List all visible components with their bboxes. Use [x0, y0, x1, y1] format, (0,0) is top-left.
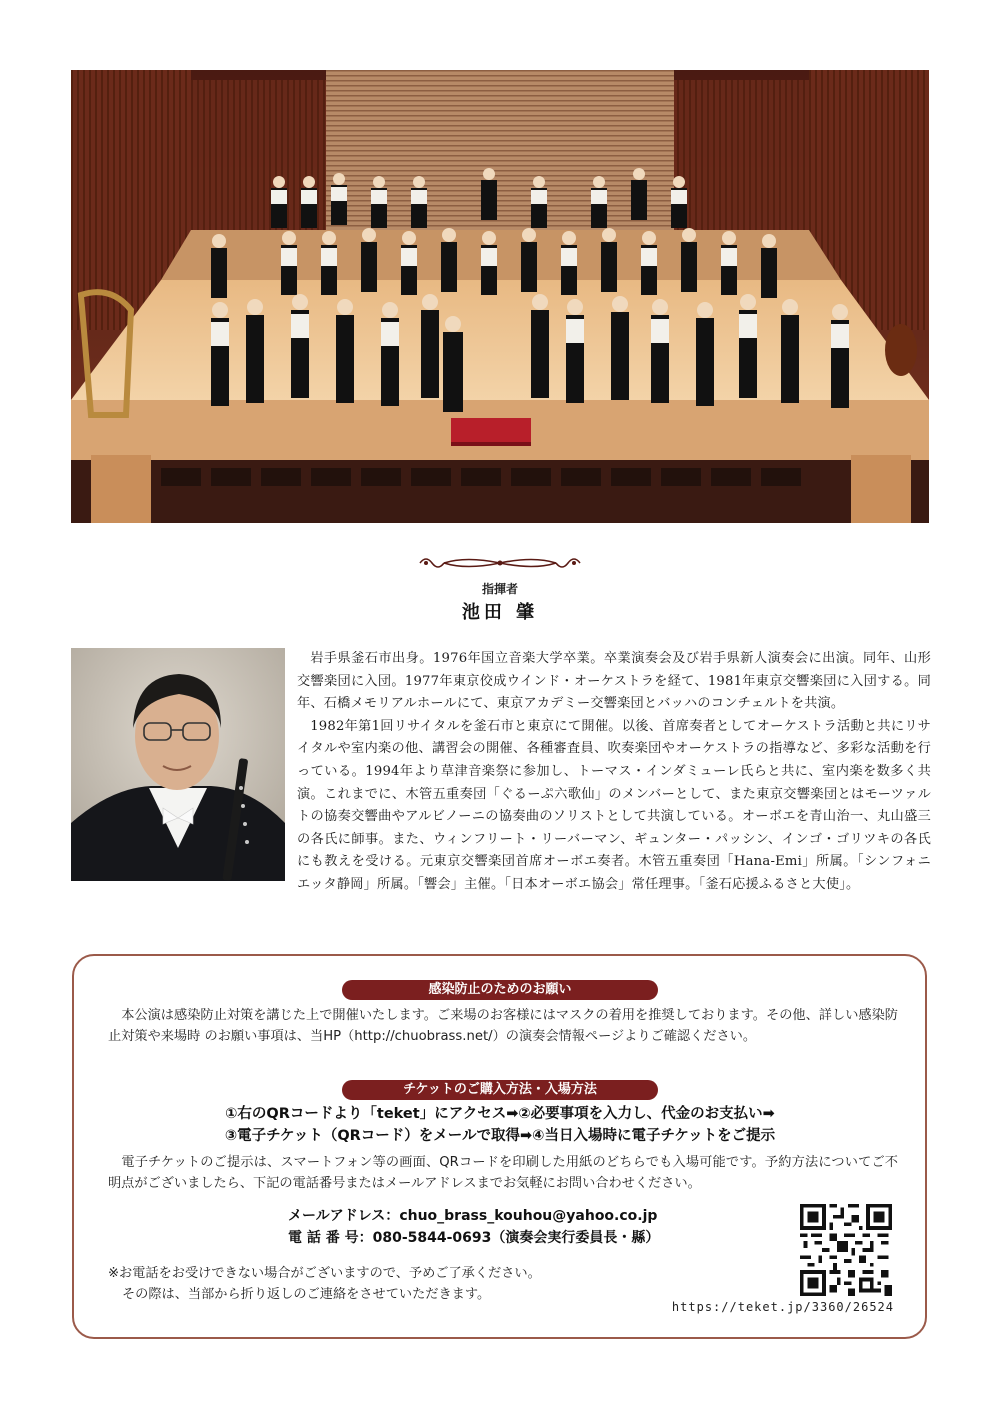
- ticket-heading: チケットのご購入方法・入場方法: [342, 1080, 658, 1100]
- ticket-steps-line-1: ①右のQRコードより「teket」にアクセス➡②必要事項を入力し、代金のお支払い➡: [225, 1106, 775, 1122]
- qr-code-icon[interactable]: [800, 1204, 892, 1296]
- ticket-text: [108, 1153, 898, 1194]
- email-row: [288, 1206, 657, 1227]
- conductor-biography: [71, 648, 931, 897]
- phone-row: [288, 1228, 659, 1249]
- phone-number[interactable]: 080-5844-0693（演奏会実行委員長・縣）: [372, 1230, 660, 1246]
- bio-paragraph-1: 岩手県釜石市出身。1976年国立音楽大学卒業。卒業演奏会及び岩手県新人演奏会に出演。同年、山形交響楽団に入団。1977年東京佼成ウインド・オーケストラを経て、1981年東京交響楽団に入団する。同年、石橋メモリアルホールにて、東京アカデミー交響楽団とバッハのコンチェルトを共演。: [297, 651, 931, 712]
- ticket-text-body: 電子チケットのご提示は、スマートフォン等の画面、QRコードを印刷した用紙のどちらでも入場可能です。予約方法についてご不明点がございましたら、下記の電話番号またはメールアドレスまでお気軽にお問い合わせください。: [108, 1155, 898, 1191]
- ticket-steps-line-2: ③電子チケット（QRコード）をメールで取得➡④当日入場時に電子チケットをご提示: [224, 1128, 776, 1144]
- email-address[interactable]: chuo_brass_kouhou@yahoo.co.jp: [399, 1208, 658, 1224]
- email-label: メールアドレス：: [288, 1208, 400, 1224]
- phone-label: 電 話 番 号：: [288, 1230, 373, 1246]
- qr-url[interactable]: https://teket.jp/3360/26524: [671, 1300, 894, 1314]
- conductor-name: 池田 肇: [461, 602, 539, 623]
- infection-text: [108, 1006, 898, 1047]
- phone-note-line-2: その際は、当部から折り返しのご連絡をさせていただきます。: [122, 1287, 491, 1302]
- ornament-divider: [416, 552, 584, 574]
- phone-note-line-1: ※お電話をお受けできない場合がございますので、予めご了承ください。: [108, 1266, 541, 1281]
- bio-paragraph-2: 1982年第1回リサイタルを釜石市と東京にて開催。以後、首席奏者としてオーケストラ活動と共にリサイタルや室内楽の他、講習会の開催、各種審査員、吹奏楽団やオーケストラの指導など、多彩な活動を行っている。1994年より草津音楽祭に参加し、トーマス・インダミューレ氏らと共に、室内楽を数多く共演。これまでに、木管五重奏団「ぐるーぷ六歌仙」のメンバーとして、また東京交響楽団とはモーツァルトの協奏交響曲やアルビノーニの協奏曲のソリストとして共演している。オーボエを青山治一、丸山盛三の各氏に師事。また、ウィンフリート・リーバーマン、ギュンター・パッシン、インゴ・ゴリツキの各氏にも教えを受ける。元東京交響楽団首席オーボエ奏者。木管五重奏団「Hana-Emi」所属。「シンフォニエッタ静岡」所属。「響会」主催。「日本オーボエ協会」常任理事。「釜石応援ふるさと大使」。: [297, 718, 931, 892]
- conductor-role: 指揮者: [481, 582, 518, 596]
- infection-heading: 感染防止のためのお願い: [342, 980, 658, 1000]
- infection-text-body: 本公演は感染防止対策を講じた上で開催いたします。ご来場のお客様にはマスクの着用を推奨しております。その他、詳しい感染防止対策や来場時 のお願い事項は、当HP（http://chuobrass.net/）の演奏会情報ページよりご確認ください。: [108, 1008, 898, 1044]
- band-photo: [71, 70, 929, 523]
